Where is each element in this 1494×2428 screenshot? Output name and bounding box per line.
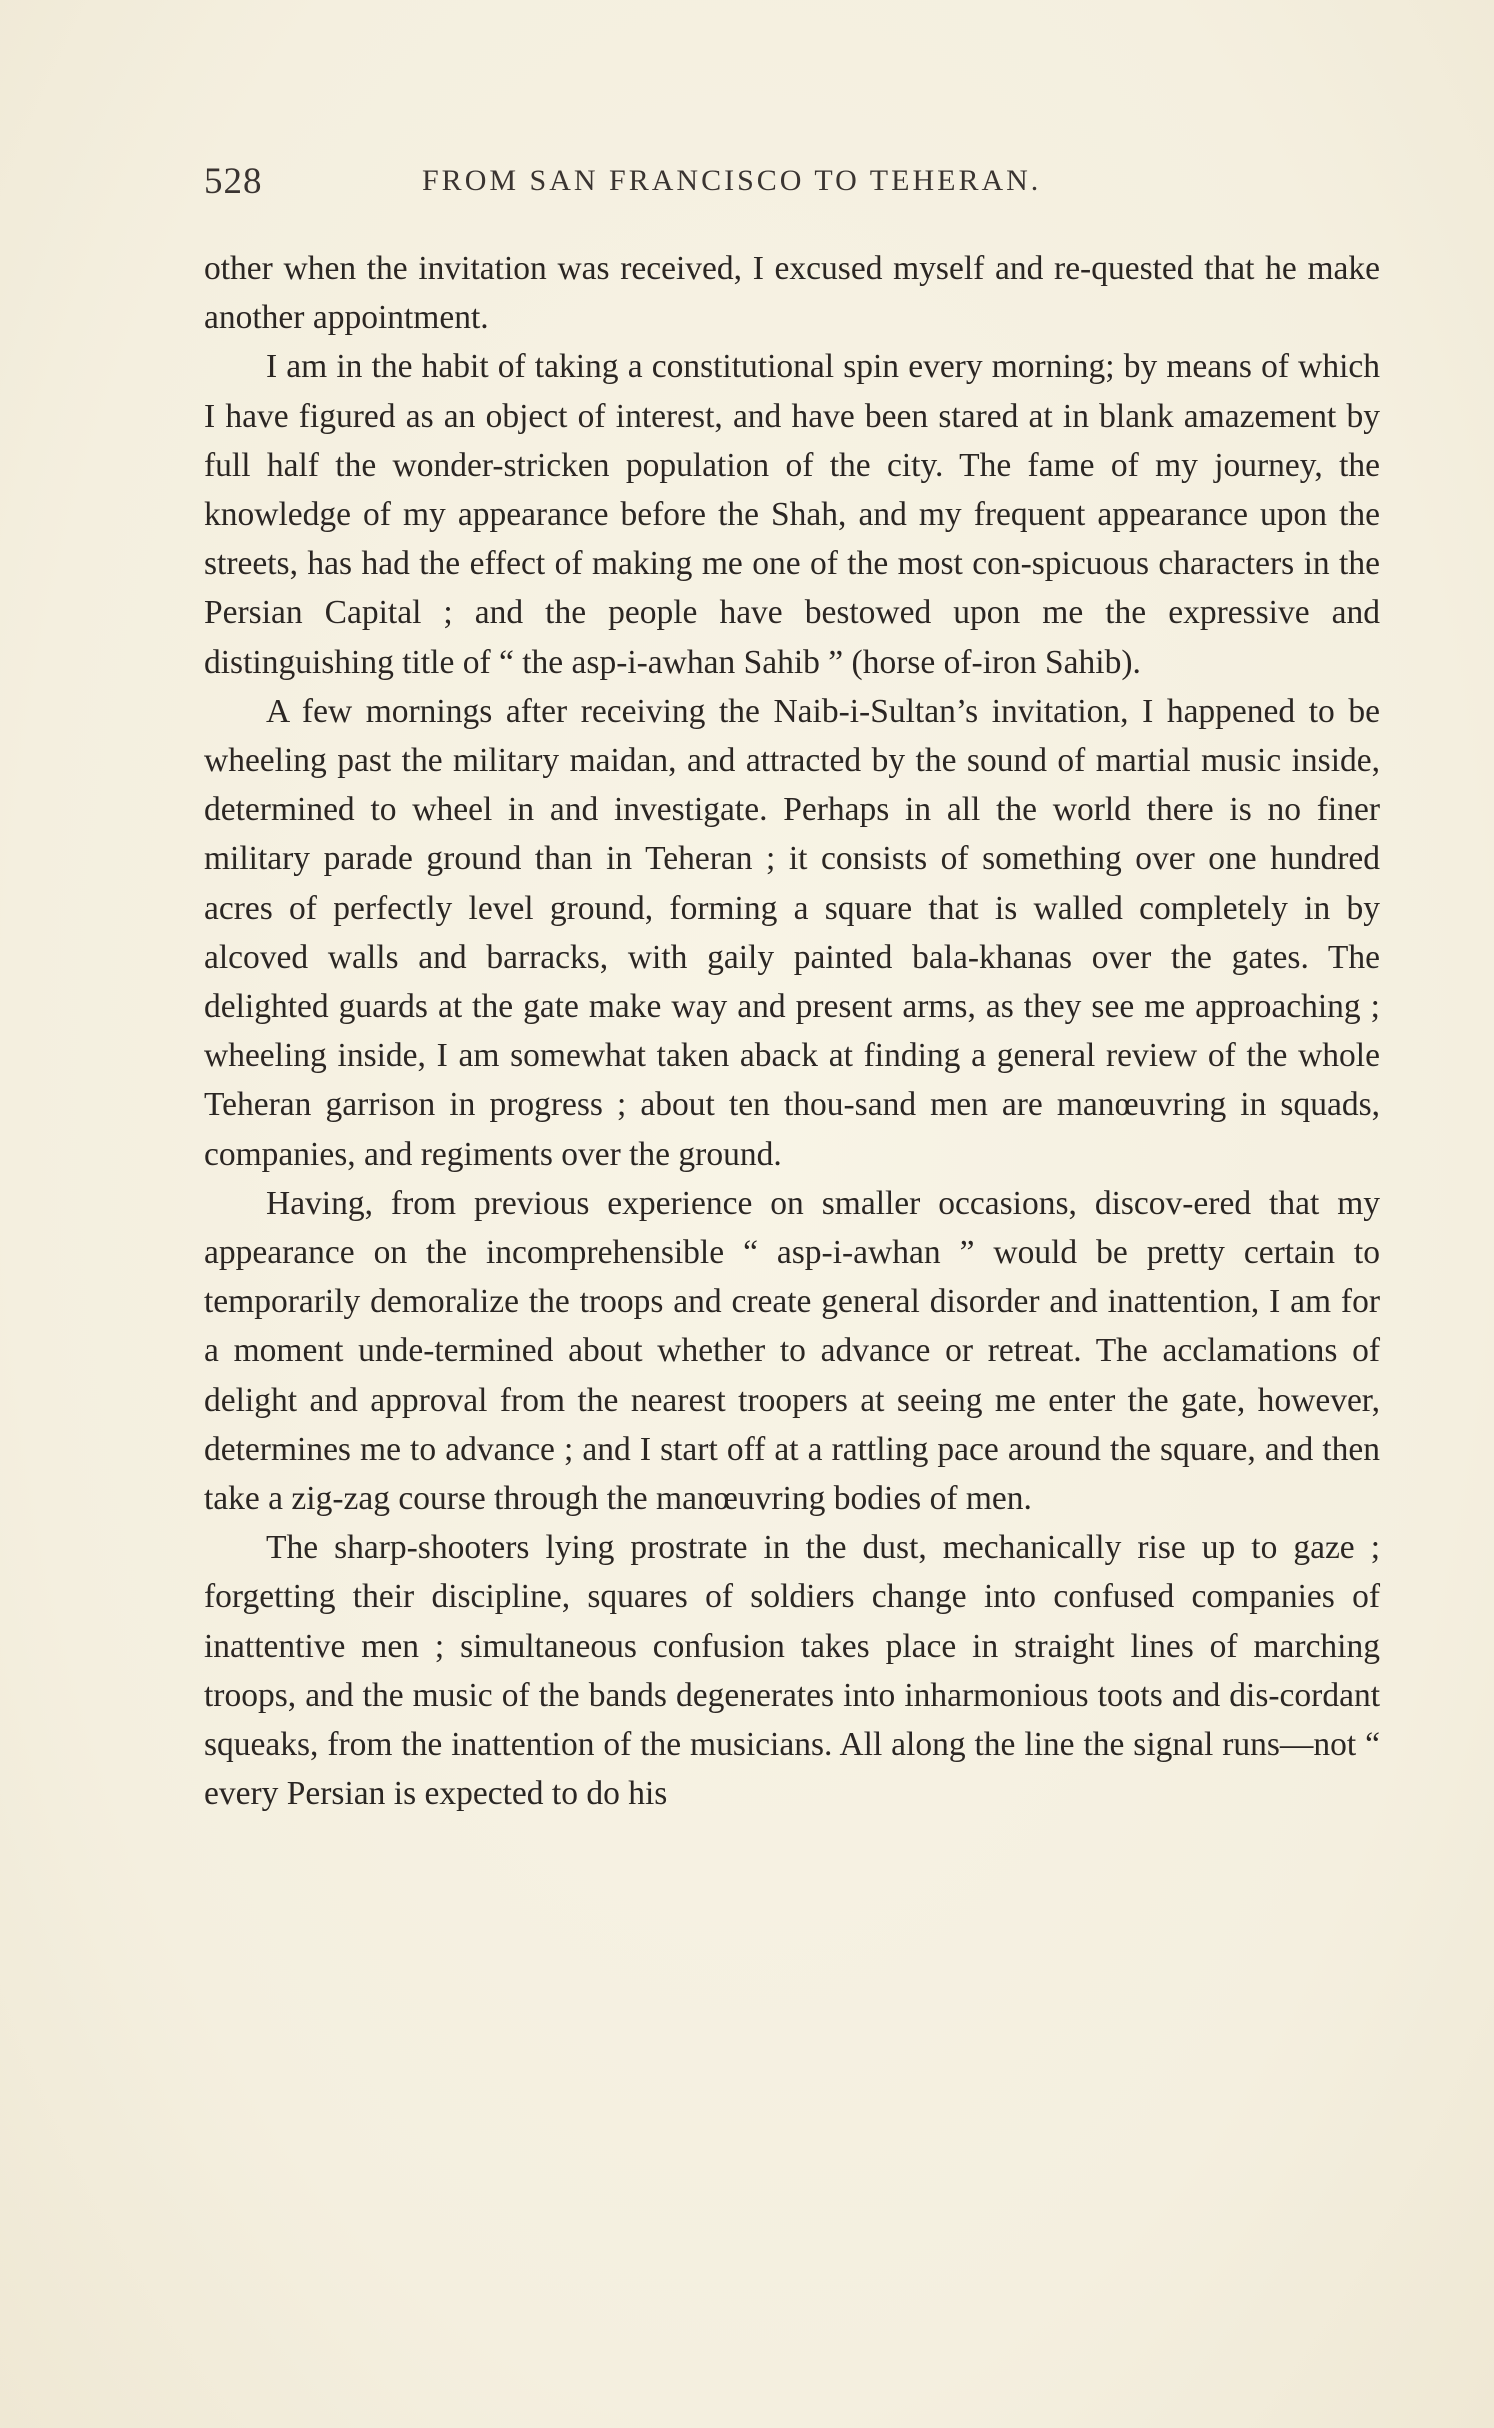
- paragraph-2: I am in the habit of taking a constitutional spin every morning; by means of which I have figured as an object of interest, and have been stared at in blank amazement by full half the wonder-stricken population of the city. The fame of my journey, the knowledge of my appearance before the Shah, and my frequent appearance upon the streets, has had the effect of making me one of the most con-spicuous characters in the Persian Capital ; and the people have bestowed upon me the expressive and distinguishing title of “ the asp-i-awhan Sahib ” (horse of-iron Sahib).: [204, 348, 1380, 681]
- body-text: [204, 244, 1380, 1819]
- page-header: [204, 160, 1204, 216]
- paragraph-1: other when the invitation was received, I excused myself and re-quested that he make another appointment.: [204, 250, 1380, 337]
- running-title: FROM SAN FRANCISCO TO TEHERAN.: [422, 164, 1042, 197]
- paragraph-4: Having, from previous experience on smaller occasions, discov-ered that my appearance on the incomprehensible “ asp-i-awhan ” would be pretty certain to temporarily demoralize the troops and create general disorder and inattention, I am for a moment unde-termined about whether to advance or retreat. The acclamations of delight and approval from the nearest troopers at seeing me enter the gate, however, determines me to advance ; and I start off at a rattling pace around the square, and then take a zig-zag course through the manœuvring bodies of men.: [204, 1184, 1380, 1518]
- paragraph-5: The sharp-shooters lying prostrate in the dust, mechanically rise up to gaze ; forgetting their discipline, squares of soldiers change into confused companies of inattentive men ; simultaneous confusion takes place in straight lines of marching troops, and the music of the bands degenerates into inharmonious toots and dis-cordant squeaks, from the inattention of the musicians. All along the line the signal runs—not “ every Persian is expected to do his: [204, 1529, 1380, 1813]
- page-number: 528: [204, 161, 263, 202]
- paragraph-3: A few mornings after receiving the Naib-i-Sultan’s invitation, I happened to be wheeling past the military maidan, and attracted by the sound of martial music inside, determined to wheel in and investigate. Perhaps in all the world there is no finer military parade ground than in Teheran ; it consists of something over one hundred acres of perfectly level ground, forming a square that is walled completely in by alcoved walls and barracks, with gaily painted bala-khanas over the gates. The delighted guards at the gate make way and present arms, as they see me approaching ; wheeling inside, I am somewhat taken aback at finding a general review of the whole Teheran garrison in progress ; about ten thou-sand men are manœuvring in squads, companies, and regiments over the ground.: [204, 692, 1380, 1173]
